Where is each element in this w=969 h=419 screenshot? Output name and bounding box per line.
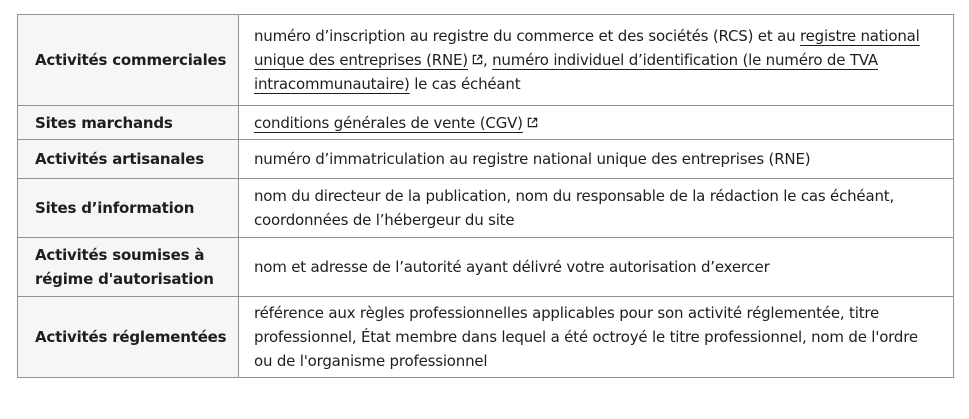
row-value: numéro d’immatriculation au registre national unique des entreprises (RNE) [239,140,954,179]
row-header: Activités artisanales [18,140,239,179]
table-row [18,140,954,179]
value-text: numéro d’inscription au registre du commerce et des sociétés (RCS) et au [254,27,800,45]
table-row [18,179,954,238]
row-value [239,15,954,106]
value-text-after: le cas échéant [409,75,521,93]
row-value: référence aux règles professionnelles applicables pour son activité réglementée, titre professionnel, État membre dans lequel a été octroyé le titre professionnel, nom de l'ordre ou de l'organisme professionnel [239,297,954,378]
table-row [18,106,954,140]
external-link-icon [472,54,483,65]
legal-mentions-table-container [17,14,953,378]
row-value: nom et adresse de l’autorité ayant délivré votre autorisation d’exercer [239,238,954,297]
rne-registry-link[interactable]: registre national unique des entreprises (RNE) [254,27,920,69]
row-header: Sites marchands [18,106,239,140]
row-header: Activités soumises à régime d'autorisation [18,238,239,297]
table-row [18,297,954,378]
row-header: Activités commerciales [18,15,239,106]
legal-mentions-table [17,14,954,378]
separator-text: , [482,51,493,69]
row-value [239,106,954,140]
external-link-icon [527,117,538,128]
cgv-link[interactable]: conditions générales de vente (CGV) [254,114,538,132]
table-row [18,15,954,106]
row-value: nom du directeur de la publication, nom du responsable de la rédaction le cas échéant, coordonnées de l’hébergeur du site [239,179,954,238]
vat-number-link[interactable]: numéro individuel d’identification (le numéro de TVA intracommunautaire) [254,51,878,93]
row-header: Sites d’information [18,179,239,238]
table-row [18,238,954,297]
row-header: Activités réglementées [18,297,239,378]
